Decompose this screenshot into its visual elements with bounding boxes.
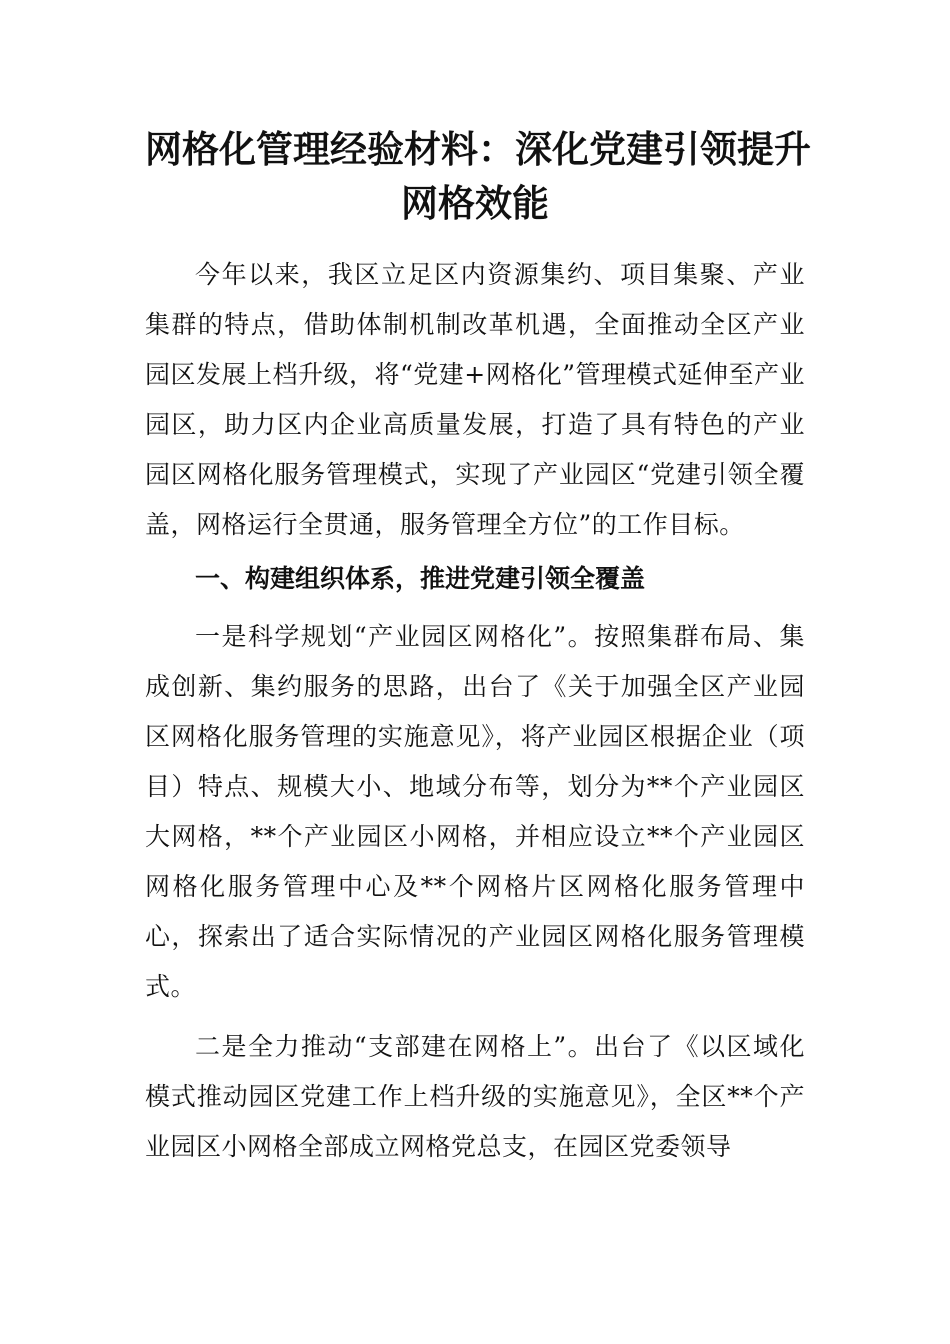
document-body [145,250,805,1172]
section-heading-1: 一、构建组织体系，推进党建引领全覆盖 [195,564,646,593]
paragraph-2: 二是全力推动“支部建在网格上”。出台了《以区域化模式推动园区党建工作上档升级的实施意见》，全区**个产业园区小网格全部成立网格党总支，在园区党委领导 [145,1032,805,1161]
intro-paragraph: 今年以来，我区立足区内资源集约、项目集聚、产业集群的特点，借助体制机制改革机遇，全面推动全区产业园区发展上档升级，将“党建+网格化”管理模式延伸至产业园区，助力区内企业高质量发展，打造了具有特色的产业园区网格化服务管理模式，实现了产业园区“党建引领全覆盖，网格运行全贯通，服务管理全方位”的工作目标。 [145,260,806,539]
title-line-1: 网格化管理经验材料：深化党建引领提升 [145,127,811,171]
document-title [145,122,811,230]
paragraph-1: 一是科学规划“产业园区网格化”。按照集群布局、集成创新、集约服务的思路，出台了《关于加强全区产业园区网格化服务管理的实施意见》，将产业园区根据企业（项目）特点、规模大小、地域分布等，划分为**个产业园区大网格，**个产业园区小网格，并相应设立**个产业园区网格化服务管理中心及**个网格片区网格化服务管理中心，探索出了适合实际情况的产业园区网格化服务管理模式。 [145,622,805,1001]
title-line-2: 网格效能 [401,181,549,225]
